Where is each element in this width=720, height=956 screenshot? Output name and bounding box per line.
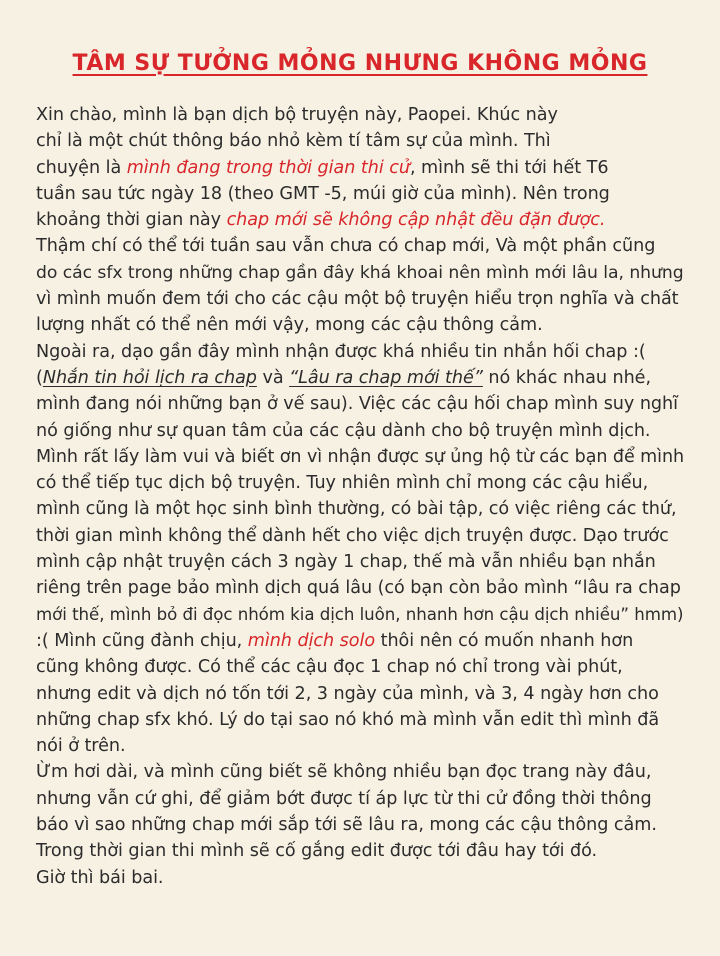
underlined-text: Nhắn tin hỏi lịch ra chap xyxy=(42,367,257,388)
text-line xyxy=(36,654,684,680)
text-segment: khoảng thời gian này xyxy=(36,210,227,231)
text-line xyxy=(36,181,684,207)
highlighted-text: chap mới sẽ không cập nhật đều đặn được. xyxy=(226,210,606,231)
text-line xyxy=(36,812,684,838)
text-segment: nó giống như sự quan tâm của các cậu dành cho bộ truyện mình dịch. xyxy=(36,420,651,441)
text-segment: nhưng vẫn cứ ghi, để giảm bớt được tí áp lực từ thi cử đồng thời thông xyxy=(36,788,652,809)
text-line xyxy=(36,549,684,575)
text-segment: chuyện là xyxy=(36,157,127,178)
text-segment: tuần sau tức ngày 18 (theo GMT -5, múi giờ của mình). Nên trong xyxy=(36,183,610,204)
text-segment: nó khác nhau nhé, xyxy=(482,367,651,388)
text-segment: Xin chào, mình là bạn dịch bộ truyện này, Paopei. Khúc này xyxy=(36,105,558,125)
text-line xyxy=(36,128,684,154)
text-line xyxy=(36,312,684,338)
text-line xyxy=(36,602,684,628)
text-segment: cũng không được. Có thể các cậu đọc 1 chap nó chỉ trong vài phút, xyxy=(36,657,623,678)
text-line xyxy=(36,628,684,654)
text-line xyxy=(36,575,684,601)
text-line xyxy=(36,523,684,549)
note-body xyxy=(36,102,684,891)
text-segment: vì mình muốn đem tới cho các cậu một bộ truyện hiểu trọn nghĩa và chất xyxy=(36,289,679,310)
text-segment: Ngoài ra, dạo gần đây mình nhận được khá nhiều tin nhắn hối chap :( xyxy=(36,341,646,362)
text-line xyxy=(36,418,684,444)
text-segment: chỉ là một chút thông báo nhỏ kèm tí tâm sự của mình. Thì xyxy=(36,131,551,152)
text-segment: mình cũng là một học sinh bình thường, có bài tập, có việc riêng các thứ, xyxy=(36,499,677,520)
text-line xyxy=(36,233,684,259)
text-segment: lượng nhất có thể nên mới vậy, mong các cậu thông cảm. xyxy=(36,315,543,336)
text-segment: những chap sfx khó. Lý do tại sao nó khó mà mình vẫn edit thì mình đã xyxy=(36,709,660,730)
text-segment: Trong thời gian thi mình sẽ cố gắng edit được tới đâu hay tới đó. xyxy=(36,841,598,862)
text-segment: Giờ thì bái bai. xyxy=(36,867,164,888)
text-segment: báo vì sao những chap mới sắp tới sẽ lâu ra, mong các cậu thông cảm. xyxy=(36,815,657,836)
text-segment: có thể tiếp tục dịch bộ truyện. Tuy nhiên mình chỉ mong các cậu hiểu, xyxy=(36,473,649,494)
text-line xyxy=(36,470,684,496)
text-line xyxy=(36,444,684,470)
text-line xyxy=(36,707,684,733)
text-segment: Ừm hơi dài, và mình cũng biết sẽ không nhiều bạn đọc trang này đâu, xyxy=(36,762,652,783)
text-line xyxy=(36,155,684,181)
text-segment: thôi nên có muốn nhanh hơn xyxy=(375,630,634,651)
text-line xyxy=(36,339,684,365)
text-line xyxy=(36,207,684,233)
highlighted-text: mình đang trong thời gian thi cử xyxy=(126,157,410,178)
text-line xyxy=(36,286,684,312)
text-segment: , mình sẽ thi tới hết T6 xyxy=(409,157,609,178)
text-line xyxy=(36,786,684,812)
text-segment: mình đang nói những bạn ở vế sau). Việc các cậu hối chap mình suy nghĩ xyxy=(36,394,678,415)
text-line xyxy=(36,102,684,128)
text-line xyxy=(36,365,684,391)
text-line xyxy=(36,838,684,864)
text-segment: mới thế, mình bỏ đi đọc nhóm kia dịch luôn, nhanh hơn cậu dịch nhiều” hmm) xyxy=(36,604,684,624)
text-line xyxy=(36,496,684,522)
underlined-text: “Lâu ra chap mới thế” xyxy=(289,367,483,388)
text-line xyxy=(36,681,684,707)
text-line xyxy=(36,260,684,286)
text-segment: thời gian mình không thể dành hết cho việc dịch truyện được. Dạo trước xyxy=(36,525,669,546)
text-line xyxy=(36,759,684,785)
text-segment: mình cập nhật truyện cách 3 ngày 1 chap, thế mà vẫn nhiều bạn nhắn xyxy=(36,552,656,573)
highlighted-text: mình dịch solo xyxy=(247,630,376,651)
text-segment: nhưng edit và dịch nó tốn tới 2, 3 ngày của mình, và 3, 4 ngày hơn cho xyxy=(36,683,659,704)
text-segment: ( xyxy=(36,367,43,388)
text-segment: Mình rất lấy làm vui và biết ơn vì nhận được sự ủng hộ từ các bạn để mình xyxy=(36,446,685,467)
text-segment: do các sfx trong những chap gần đây khá khoai nên mình mới lâu la, nhưng xyxy=(36,262,684,283)
text-segment: :( Mình cũng đành chịu, xyxy=(36,630,248,651)
text-line xyxy=(36,733,684,759)
text-line xyxy=(36,865,684,891)
text-segment: Thậm chí có thể tới tuần sau vẫn chưa có chap mới, Và một phần cũng xyxy=(36,236,656,257)
page-title: TÂM SỰ TƯỞNG MỎNG NHƯNG KHÔNG MỎNG xyxy=(72,51,648,76)
text-line xyxy=(36,391,684,417)
text-segment: nói ở trên. xyxy=(36,736,126,757)
text-segment: và xyxy=(256,367,290,388)
text-segment: riêng trên page bảo mình dịch quá lâu (có bạn còn bảo mình “lâu ra chap xyxy=(36,578,681,599)
